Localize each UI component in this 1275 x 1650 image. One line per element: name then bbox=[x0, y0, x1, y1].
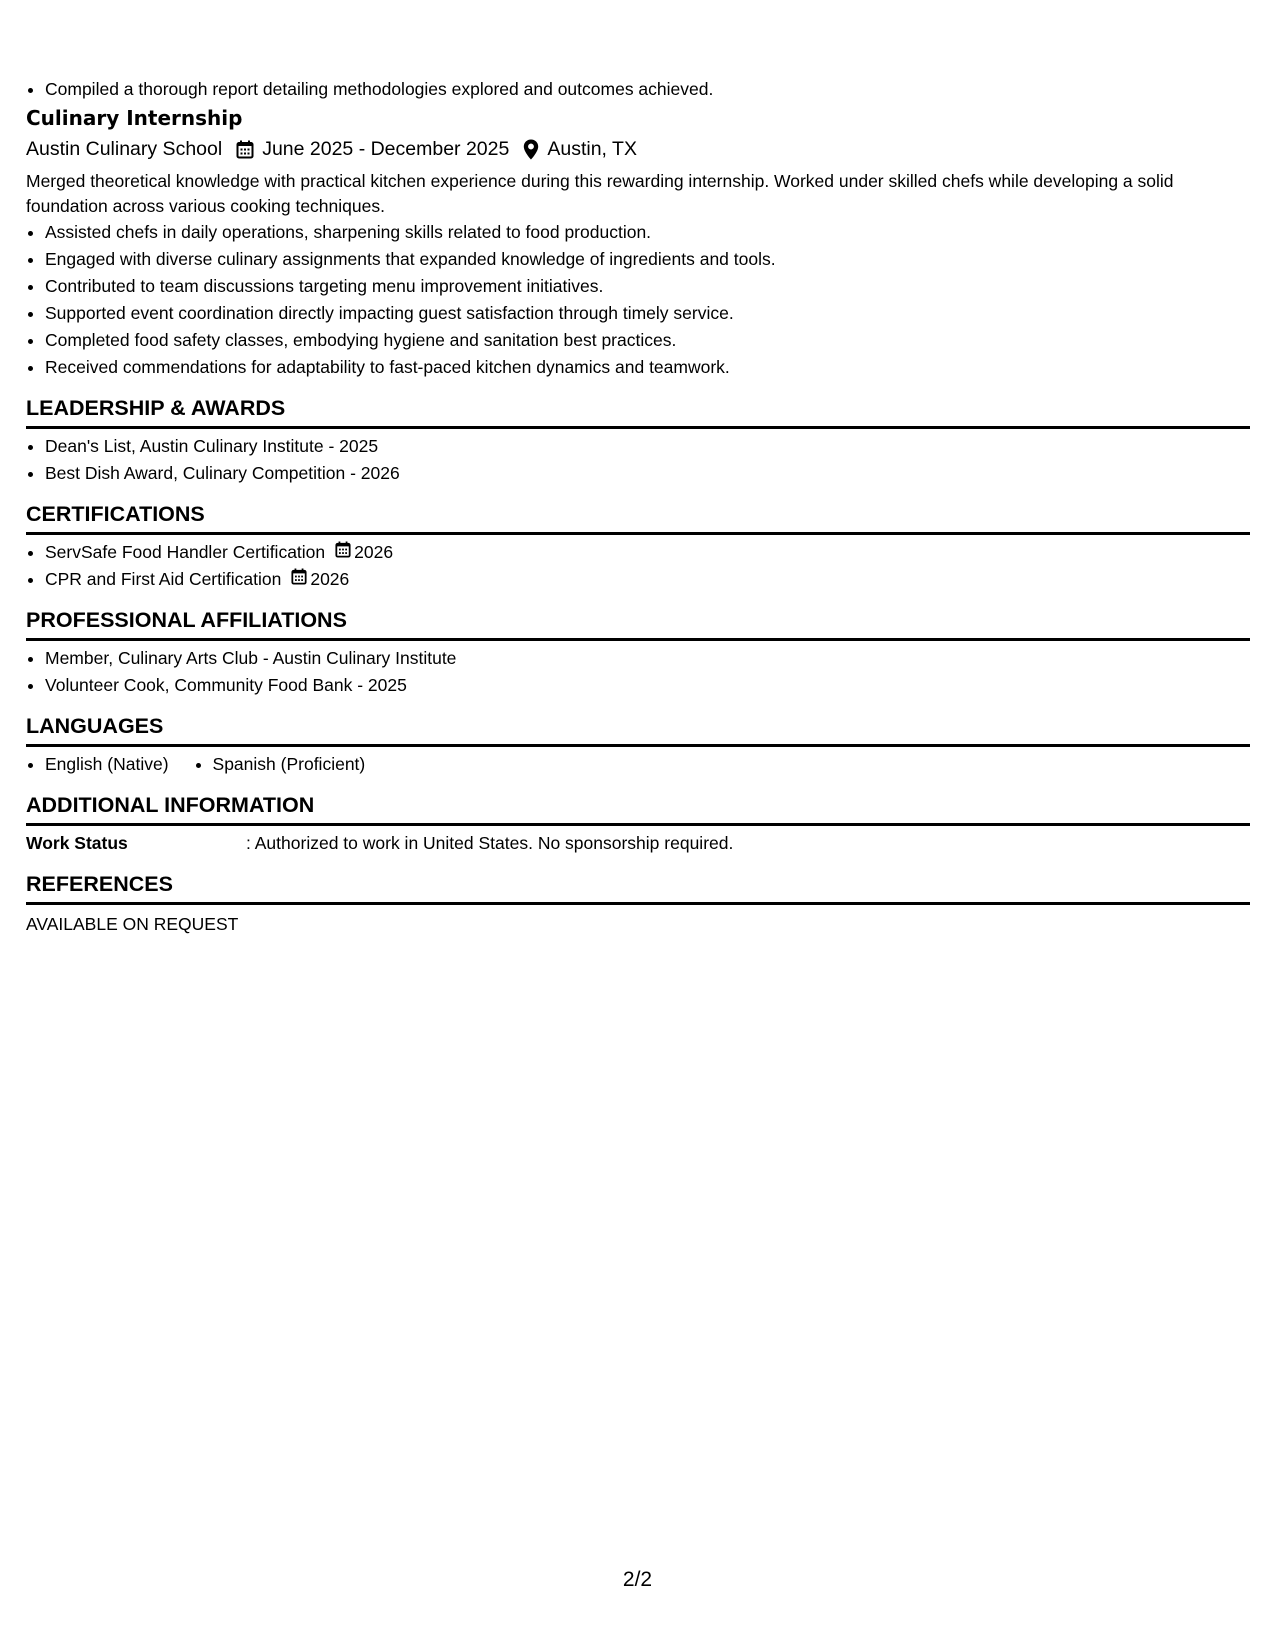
list-item: • Compiled a thorough report detailing methodologies explored and outcomes achieved. bbox=[45, 76, 1250, 103]
additional-info-section bbox=[26, 790, 1250, 857]
list-item: • Member, Culinary Arts Club - Austin Culinary Institute bbox=[45, 645, 1250, 672]
leadership-section bbox=[26, 393, 1250, 487]
list-item: • Completed food safety classes, embodying hygiene and sanitation best practices. bbox=[45, 327, 1250, 354]
list-item bbox=[45, 539, 1250, 566]
job-title: Culinary Internship bbox=[26, 106, 243, 130]
work-status-label: Work Status bbox=[26, 833, 128, 853]
list-item: • Dean's List, Austin Culinary Institute - 2025 bbox=[45, 433, 1250, 460]
work-status-value: : Authorized to work in United States. No sponsorship required. bbox=[246, 833, 734, 853]
list-item: • Volunteer Cook, Community Food Bank - 2025 bbox=[45, 672, 1250, 699]
certification-year: 2026 bbox=[354, 542, 394, 562]
list-item: • Spanish (Proficient) bbox=[213, 751, 366, 778]
job-bullets bbox=[26, 219, 1250, 381]
affiliations-list bbox=[26, 645, 1250, 699]
job-meta bbox=[26, 133, 1250, 165]
list-item: • Engaged with diverse culinary assignments that expanded knowledge of ingredients and tools. bbox=[45, 246, 1250, 273]
job-entry bbox=[26, 103, 1250, 381]
certifications-list bbox=[26, 539, 1250, 593]
references-text: AVAILABLE ON REQUEST bbox=[26, 914, 239, 934]
certification-year: 2026 bbox=[310, 569, 350, 589]
list-item: • Contributed to team discussions targeting menu improvement initiatives. bbox=[45, 273, 1250, 300]
employer-name: Austin Culinary School bbox=[26, 138, 223, 160]
references-section bbox=[26, 869, 1250, 938]
list-item: • Best Dish Award, Culinary Competition - 2026 bbox=[45, 460, 1250, 487]
list-item: • English (Native) bbox=[45, 751, 169, 778]
job-description: Merged theoretical knowledge with practical kitchen experience during this rewarding internship. Worked under skilled chefs while developing a solid foundation across various cooking techniques. bbox=[26, 171, 1174, 216]
languages-list bbox=[26, 751, 409, 778]
resume-page bbox=[26, 76, 1250, 938]
job-dates: June 2025 - December 2025 bbox=[262, 138, 510, 160]
list-item: • Received commendations for adaptability to fast-paced kitchen dynamics and teamwork. bbox=[45, 354, 1250, 381]
page-number: 2/2 bbox=[622, 1568, 653, 1591]
section-title: ADDITIONAL INFORMATION bbox=[26, 790, 1250, 826]
section-title: LEADERSHIP & AWARDS bbox=[26, 393, 1250, 429]
section-title: PROFESSIONAL AFFILIATIONS bbox=[26, 605, 1250, 641]
section-title: LANGUAGES bbox=[26, 711, 1250, 747]
calendar-icon bbox=[291, 566, 310, 593]
certifications-section bbox=[26, 499, 1250, 593]
calendar-icon bbox=[335, 539, 354, 566]
previous-job-bullets bbox=[26, 76, 1250, 103]
section-title: REFERENCES bbox=[26, 869, 1250, 905]
work-status-row bbox=[26, 826, 1250, 857]
map-pin-icon bbox=[523, 139, 539, 160]
section-title: CERTIFICATIONS bbox=[26, 499, 1250, 535]
certification-name: CPR and First Aid Certification bbox=[45, 569, 282, 589]
job-location: Austin, TX bbox=[547, 138, 637, 160]
list-item: • Supported event coordination directly impacting guest satisfaction through timely service. bbox=[45, 300, 1250, 327]
list-item: • Assisted chefs in daily operations, sharpening skills related to food production. bbox=[45, 219, 1250, 246]
calendar-icon bbox=[236, 140, 254, 159]
affiliations-section bbox=[26, 605, 1250, 699]
certification-name: ServSafe Food Handler Certification bbox=[45, 542, 326, 562]
list-item bbox=[45, 566, 1250, 593]
leadership-list bbox=[26, 433, 1250, 487]
languages-section bbox=[26, 711, 1250, 778]
